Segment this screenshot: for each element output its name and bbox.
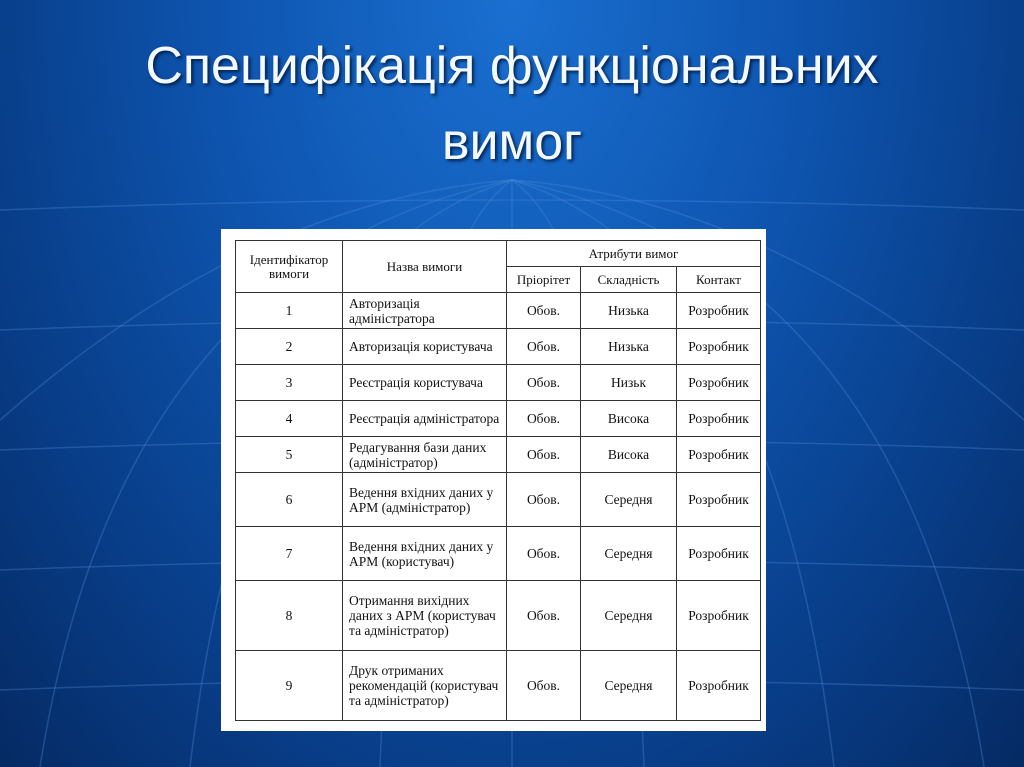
cell-name: Реєстрація адміністратора: [343, 401, 507, 437]
title-line-2: вимог: [441, 113, 583, 171]
table-row: [236, 293, 761, 329]
table-row: [236, 581, 761, 651]
header-id: Ідентифікатор вимоги: [236, 241, 343, 293]
cell-name: Друк отриманих рекомендацій (користувач та адміністратор): [343, 651, 507, 721]
cell-contact: Розробник: [677, 437, 761, 473]
cell-id: 9: [236, 651, 343, 721]
cell-id: 3: [236, 365, 343, 401]
table-row: [236, 365, 761, 401]
cell-priority: Обов.: [507, 329, 581, 365]
table-row: [236, 437, 761, 473]
header-name: Назва вимоги: [343, 241, 507, 293]
header-priority: Пріорітет: [507, 267, 581, 293]
cell-contact: Розробник: [677, 473, 761, 527]
cell-priority: Обов.: [507, 365, 581, 401]
header-attributes: Атрибути вимог: [507, 241, 761, 267]
cell-contact: Розробник: [677, 527, 761, 581]
cell-priority: Обов.: [507, 581, 581, 651]
cell-complexity: Низька: [581, 329, 677, 365]
cell-priority: Обов.: [507, 473, 581, 527]
cell-name: Ведення вхідних даних у АРМ (користувач): [343, 527, 507, 581]
table-row: [236, 329, 761, 365]
cell-id: 8: [236, 581, 343, 651]
cell-complexity: Низьк: [581, 365, 677, 401]
header-complexity: Складність: [581, 267, 677, 293]
cell-contact: Розробник: [677, 651, 761, 721]
header-contact: Контакт: [677, 267, 761, 293]
cell-id: 2: [236, 329, 343, 365]
cell-name: Отримання вихідних даних з АРМ (користувач та адміністратор): [343, 581, 507, 651]
cell-contact: Розробник: [677, 293, 761, 329]
cell-complexity: Висока: [581, 437, 677, 473]
cell-name: Авторизація користувача: [343, 329, 507, 365]
cell-contact: Розробник: [677, 401, 761, 437]
cell-contact: Розробник: [677, 329, 761, 365]
cell-priority: Обов.: [507, 401, 581, 437]
requirements-table: [235, 240, 761, 721]
table-row: [236, 401, 761, 437]
cell-priority: Обов.: [507, 293, 581, 329]
cell-name: Авторизація адміністратора: [343, 293, 507, 329]
cell-complexity: Середня: [581, 473, 677, 527]
table-row: [236, 651, 761, 721]
table-row: [236, 473, 761, 527]
cell-name: Реєстрація користувача: [343, 365, 507, 401]
cell-priority: Обов.: [507, 527, 581, 581]
cell-id: 6: [236, 473, 343, 527]
table-row: [236, 527, 761, 581]
cell-id: 1: [236, 293, 343, 329]
cell-name: Ведення вхідних даних у АРМ (адміністратор): [343, 473, 507, 527]
title-line-1: Специфікація функціональних: [145, 37, 879, 95]
cell-complexity: Середня: [581, 581, 677, 651]
cell-id: 4: [236, 401, 343, 437]
cell-complexity: Висока: [581, 401, 677, 437]
cell-name: Редагування бази даних (адміністратор): [343, 437, 507, 473]
cell-id: 5: [236, 437, 343, 473]
cell-priority: Обов.: [507, 437, 581, 473]
cell-priority: Обов.: [507, 651, 581, 721]
cell-id: 7: [236, 527, 343, 581]
slide-title: [0, 28, 1024, 180]
cell-contact: Розробник: [677, 365, 761, 401]
requirements-table-image: [221, 229, 766, 731]
cell-contact: Розробник: [677, 581, 761, 651]
cell-complexity: Низька: [581, 293, 677, 329]
cell-complexity: Середня: [581, 527, 677, 581]
cell-complexity: Середня: [581, 651, 677, 721]
